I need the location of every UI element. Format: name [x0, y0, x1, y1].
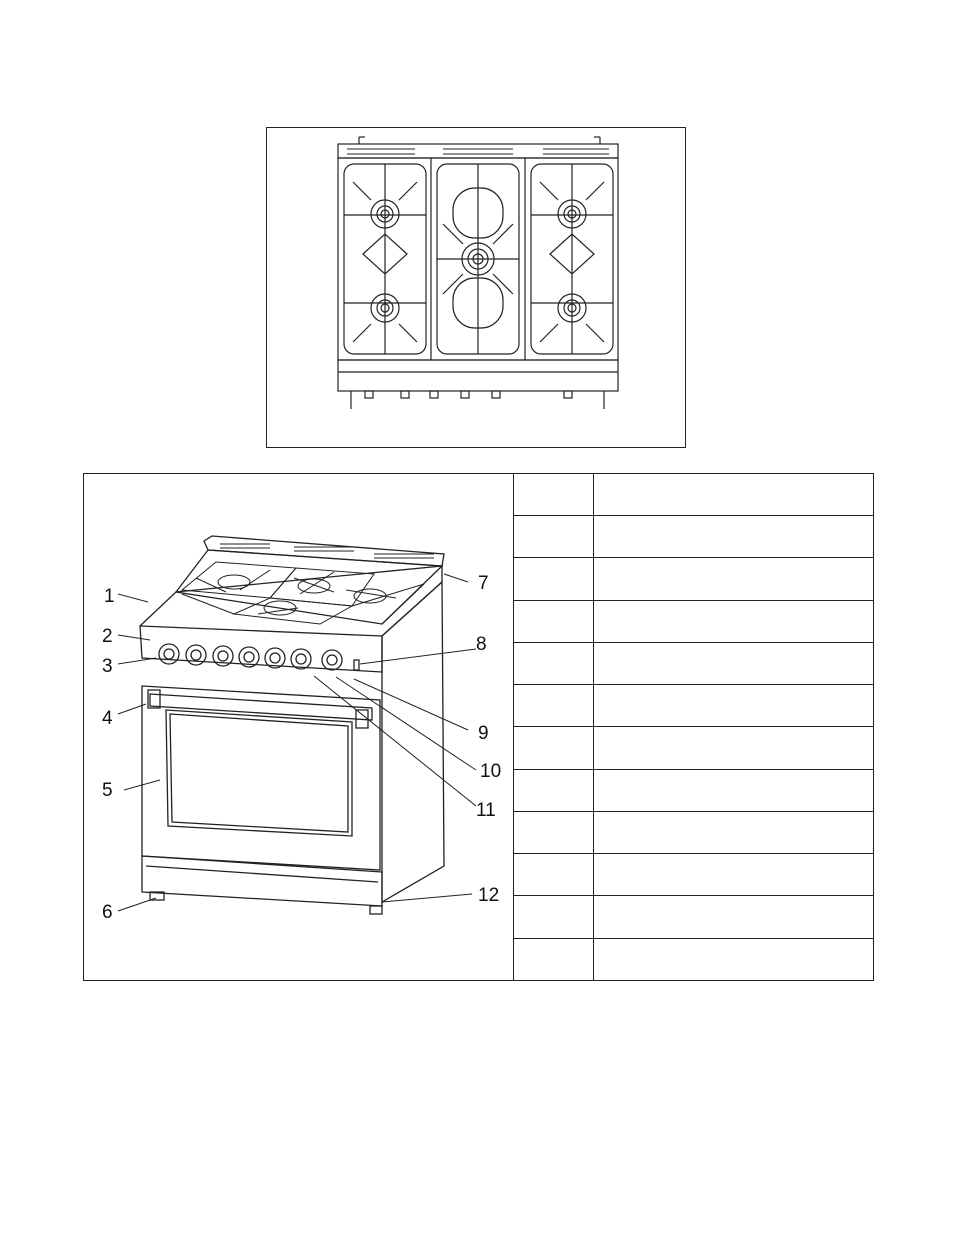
part-name-cell [594, 642, 874, 684]
part-number-cell [513, 938, 594, 980]
part-number-cell [513, 642, 594, 684]
callout-5: 5 [102, 780, 113, 801]
callout-2: 2 [102, 626, 113, 647]
part-number-cell [513, 600, 594, 642]
callout-1: 1 [104, 586, 115, 607]
table-row [513, 854, 873, 896]
table-row [513, 516, 873, 558]
part-name-cell [594, 769, 874, 811]
callout-7: 7 [478, 573, 489, 594]
part-number-cell [513, 769, 594, 811]
part-name-cell [594, 516, 874, 558]
part-name-cell [594, 600, 874, 642]
range-front-drawing [84, 474, 513, 980]
parts-legend-table [513, 474, 873, 980]
part-number-cell [513, 558, 594, 600]
callout-9: 9 [478, 723, 489, 744]
part-number-cell [513, 685, 594, 727]
part-name-cell [594, 811, 874, 853]
part-number-cell [513, 474, 594, 516]
part-name-cell [594, 938, 874, 980]
table-row [513, 642, 873, 684]
callout-10: 10 [480, 761, 502, 782]
table-row [513, 474, 873, 516]
part-number-cell [513, 516, 594, 558]
top-view-figure [266, 127, 686, 448]
front-view-figure [84, 474, 514, 980]
part-number-cell [513, 811, 594, 853]
table-row [513, 558, 873, 600]
part-number-cell [513, 854, 594, 896]
callout-3: 3 [102, 656, 113, 677]
callout-12: 12 [478, 885, 500, 906]
table-row [513, 938, 873, 980]
part-number-cell [513, 896, 594, 938]
table-row [513, 727, 873, 769]
table-row [513, 685, 873, 727]
front-view-table [83, 473, 874, 981]
callout-4: 4 [102, 708, 113, 729]
callout-11: 11 [476, 800, 496, 821]
table-row [513, 769, 873, 811]
part-number-cell [513, 727, 594, 769]
part-name-cell [594, 558, 874, 600]
part-name-cell [594, 854, 874, 896]
callout-6: 6 [102, 902, 113, 923]
table-row [513, 811, 873, 853]
part-name-cell [594, 474, 874, 516]
rangetop-drawing [267, 128, 687, 449]
part-name-cell [594, 727, 874, 769]
part-name-cell [594, 685, 874, 727]
table-row [513, 896, 873, 938]
table-row [513, 600, 873, 642]
part-name-cell [594, 896, 874, 938]
callout-8: 8 [476, 634, 487, 655]
